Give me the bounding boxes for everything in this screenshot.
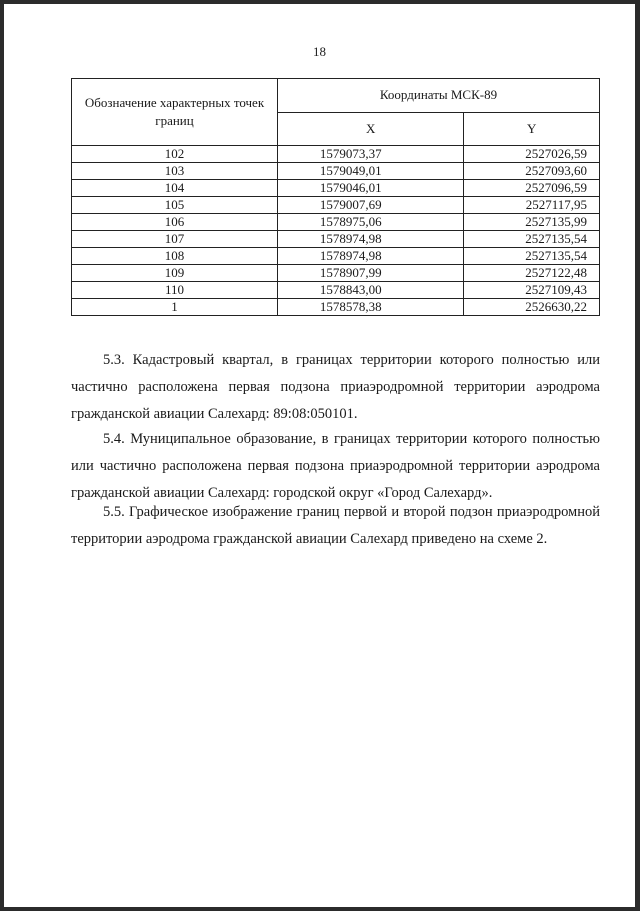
point-cell: 108: [72, 248, 278, 265]
x-cell: 1578907,99: [278, 265, 464, 282]
header-points: Обозначение характерных точек границ: [72, 79, 278, 146]
x-cell: 1579046,01: [278, 180, 464, 197]
x-cell: 1579007,69: [278, 197, 464, 214]
y-cell: 2527135,54: [464, 248, 600, 265]
point-cell: 106: [72, 214, 278, 231]
point-cell: 107: [72, 231, 278, 248]
point-cell: 110: [72, 282, 278, 299]
y-cell: 2526630,22: [464, 299, 600, 316]
y-cell: 2527026,59: [464, 146, 600, 163]
header-coordinate-system: Координаты МСК-89: [278, 79, 600, 113]
point-cell: 104: [72, 180, 278, 197]
table-row: [72, 214, 600, 231]
paragraph-municipality: 5.4. Муниципальное образование, в границах территории которого полностью или частично расположена первая подзона приаэродромной территории аэродрома гражданской авиации Салехард: городской округ «Город Салехард».: [71, 431, 600, 501]
page-number: 18: [313, 44, 326, 59]
table-row: [72, 197, 600, 214]
x-cell: 1579049,01: [278, 163, 464, 180]
point-cell: 105: [72, 197, 278, 214]
y-cell: 2527122,48: [464, 265, 600, 282]
document-page: [4, 4, 635, 907]
y-cell: 2527093,60: [464, 163, 600, 180]
y-cell: 2527109,43: [464, 282, 600, 299]
table-row: [72, 265, 600, 282]
y-cell: 2527096,59: [464, 180, 600, 197]
y-cell: 2527117,95: [464, 197, 600, 214]
y-cell: 2527135,54: [464, 231, 600, 248]
point-cell: 102: [72, 146, 278, 163]
point-cell: 103: [72, 163, 278, 180]
table-row: [72, 248, 600, 265]
paragraph-cadastral-block: 5.3. Кадастровый квартал, в границах территории которого полностью или частично расположена первая подзона приаэродромной территории аэродрома гражданской авиации Салехард: 89:08:050101.: [71, 352, 600, 422]
x-cell: 1578974,98: [278, 248, 464, 265]
table-row: [72, 231, 600, 248]
header-y: Y: [464, 112, 600, 146]
header-x: X: [278, 112, 464, 146]
table-row: [72, 146, 600, 163]
table-row: [72, 282, 600, 299]
coordinates-table: [71, 78, 600, 316]
x-cell: 1579073,37: [278, 146, 464, 163]
x-cell: 1578843,00: [278, 282, 464, 299]
table-row: [72, 180, 600, 197]
point-cell: 1: [72, 299, 278, 316]
x-cell: 1578974,98: [278, 231, 464, 248]
paragraph-graphic-scheme: 5.5. Графическое изображение границ первой и второй подзон приаэродромной территории аэродрома гражданской авиации Салехард приведено на схеме 2.: [71, 504, 600, 547]
x-cell: 1578578,38: [278, 299, 464, 316]
point-cell: 109: [72, 265, 278, 282]
x-cell: 1578975,06: [278, 214, 464, 231]
table-row: [72, 163, 600, 180]
table-row: [72, 299, 600, 316]
y-cell: 2527135,99: [464, 214, 600, 231]
